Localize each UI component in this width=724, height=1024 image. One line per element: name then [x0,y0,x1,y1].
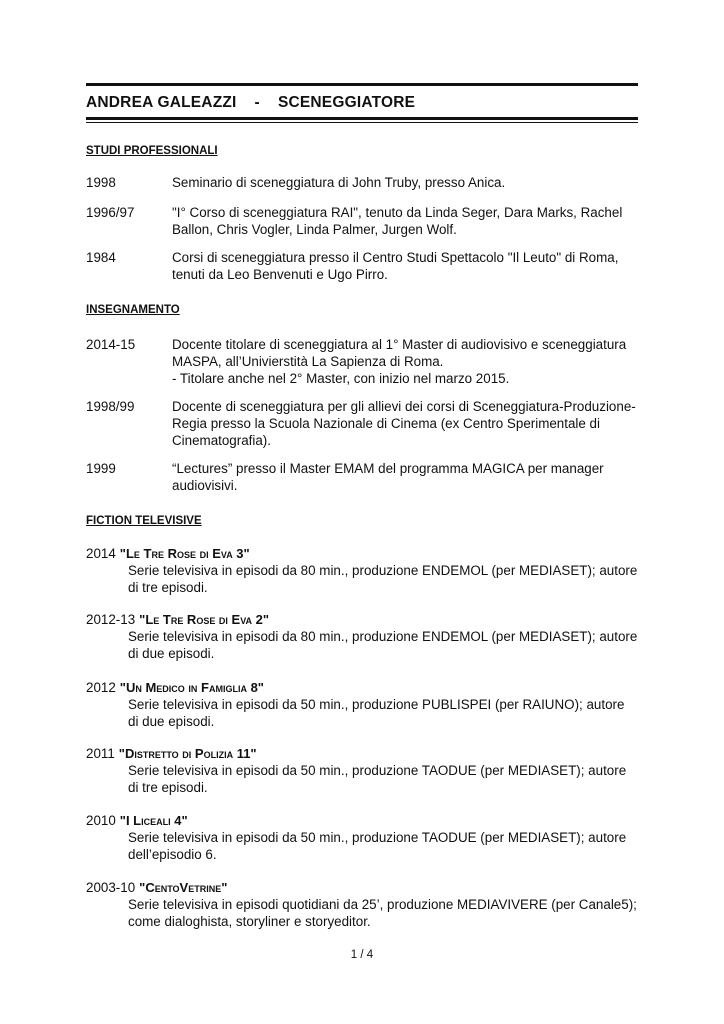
fiction-year: 2010 [86,813,116,828]
section-heading-insegnamento: INSEGNAMENTO [86,304,180,316]
fiction-description: Serie televisiva in episodi da 50 min., produzione TAODUE (per MEDIASET); autore di tre episodi. [128,763,627,795]
fiction-description: Serie televisiva in episodi da 80 min., produzione ENDEMOL (per MEDIASET); autore di due episodi. [128,629,638,661]
entry-year: 1984 [86,250,116,265]
section-heading-studi: STUDI PROFESSIONALI [86,145,218,157]
title-rule-thick [86,117,638,120]
fiction-title: "CentoVetrine" [139,880,228,895]
fiction-entry [86,879,646,930]
title-rule-thin [86,122,638,123]
entry-text: Corsi di sceneggiatura presso il Centro Studi Spettacolo "Il Leuto" di Roma, tenuti da Leo Benvenuti e Ugo Pirro. [172,250,619,282]
fiction-entry [86,745,646,796]
fiction-description: Serie televisiva in episodi da 50 min., produzione PUBLISPEI (per RAIUNO); autore di due episodi. [128,697,625,729]
fiction-title: "Distretto di Polizia 11" [118,746,257,761]
entry-year: 2014-15 [86,337,136,352]
fiction-year: 2011 [86,746,115,761]
fiction-description: Serie televisiva in episodi quotidiani da 25’, produzione MEDIAVIVERE (per Canale5); come dialoghista, storyliner e storyeditor. [128,897,637,929]
entry-text: Docente titolare di sceneggiatura al 1° Master di audiovisivo e sceneggiatura MASPA, all’Univierstità La Sapienza di Roma. [172,337,627,369]
fiction-year: 2012-13 [86,612,136,627]
entry-year: 1998/99 [86,399,135,414]
entry-text: Docente di sceneggiatura per gli allievi dei corsi di Sceneggiatura-Produzione-Regia presso la Scuola Nazionale di Cinema (ex Centro Sperimentale di Cinematografia). [172,399,636,448]
entry-text: “Lectures” presso il Master EMAM del programma MAGICA per manager audiovisivi. [172,461,604,493]
entry-year: 1999 [86,461,116,476]
fiction-title: "I Liceali 4" [119,813,188,828]
entry-text: "I° Corso di sceneggiatura RAI", tenuto da Linda Seger, Dara Marks, Rachel Ballon, Chris Vogler, Linda Palmer, Jurgen Wolf. [172,205,623,237]
entry-text: Seminario di sceneggiatura di John Truby, presso Anica. [172,175,506,190]
page-number: 1 / 4 [350,949,374,961]
fiction-entry [86,611,646,662]
fiction-entry [86,812,646,863]
entry-year: 1998 [86,175,116,190]
fiction-year: 2012 [86,680,116,695]
fiction-title: "Le Tre Rose di Eva 2" [139,612,270,627]
entry-text-note: - Titolare anche nel 2° Master, con inizio nel marzo 2015. [172,371,510,386]
entry-year: 1996/97 [86,205,135,220]
fiction-description: Serie televisiva in episodi da 80 min., produzione ENDEMOL (per MEDIASET); autore di tre episodi. [128,563,638,595]
fiction-entry [86,545,646,596]
fiction-year: 2003-10 [86,880,136,895]
page-title: ANDREA GALEAZZI - SCENEGGIATORE [86,94,416,111]
fiction-year: 2014 [86,546,116,561]
top-rule-thick [86,83,638,86]
section-heading-fiction: FICTION TELEVISIVE [86,515,202,527]
fiction-title: "Le Tre Rose di Eva 3" [119,546,250,561]
fiction-title: "Un Medico in Famiglia 8" [119,680,264,695]
fiction-description: Serie televisiva in episodi da 50 min., produzione TAODUE (per MEDIASET); autore dell’episodio 6. [128,830,627,862]
fiction-entry [86,679,646,730]
